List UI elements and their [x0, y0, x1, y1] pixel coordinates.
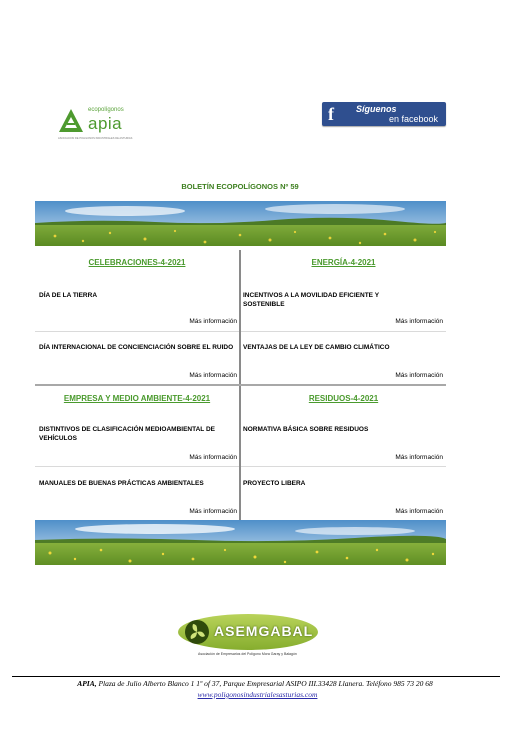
facebook-label-line1: Síguenos [356, 104, 397, 114]
section-divider [35, 384, 446, 386]
heading-energia[interactable]: ENERGÍA-4-2021 [311, 258, 376, 267]
footer-rule [12, 676, 500, 677]
more-info-link[interactable]: Más información [189, 508, 237, 515]
item-title-normativa: NORMATIVA BÁSICA SOBRE RESIDUOS [243, 426, 369, 433]
row-divider [241, 466, 446, 467]
facebook-label-line2: en facebook [389, 114, 439, 124]
item-title-ruido: DÍA INTERNACIONAL DE CONCIENCIACIÓN SOBRE EL RUIDO [39, 344, 234, 351]
row-divider [35, 331, 239, 332]
item-title-movilidad: INCENTIVOS A LA MOVILIDAD EFICIENTE Y SOSTENIBLE [243, 292, 379, 308]
more-info-link[interactable]: Más información [395, 454, 443, 461]
asemgabal-wordmark: ASEMGABAL [214, 623, 314, 639]
apia-triangle-icon [58, 108, 84, 134]
more-info-link[interactable]: Más información [395, 372, 443, 379]
more-info-link[interactable]: Más información [189, 454, 237, 461]
more-info-link[interactable]: Más información [189, 318, 237, 325]
landscape-banner-bottom [35, 520, 446, 565]
news-grid [35, 250, 446, 520]
more-info-link[interactable]: Más información [395, 508, 443, 515]
facebook-follow-button[interactable] [322, 102, 446, 126]
row-divider [241, 331, 446, 332]
more-info-link[interactable]: Más información [395, 318, 443, 325]
asemgabal-tagline: Asociación de Empresarios del Polígono Mora Garay y Balagón [198, 652, 297, 656]
item-title-buenas-practicas: MANUALES DE BUENAS PRÁCTICAS AMBIENTALES [39, 480, 204, 487]
facebook-icon: f [328, 104, 334, 124]
item-title-dia-tierra: DÍA DE LA TIERRA [39, 292, 98, 299]
heading-empresa-medio-ambiente[interactable]: EMPRESA Y MEDIO AMBIENTE-4-2021 [63, 394, 211, 403]
landscape-banner-top [35, 201, 446, 246]
apia-tagline: ASOCIACIÓN DE POLÍGONOS INDUSTRIALES DE ASTURIAS [58, 137, 133, 140]
bulletin-title: BOLETÍN ECOPOLÍGONOS Nº 59 [181, 182, 299, 191]
apia-subtitle: ecopolígonos [88, 107, 124, 113]
item-title-cambio-climatico: VENTAJAS DE LA LEY DE CAMBIO CLIMÁTICO [243, 344, 390, 351]
footer-address-text: Plaza de Julio Alberto Blanco 1 1º of 37, Parque Empresarial ASIPO III.33428 Llanera. Teléfono 985 73 20 68 [96, 679, 433, 688]
apia-wordmark: apia [88, 114, 123, 133]
item-title-proyecto-libera: PROYECTO LIBERA [243, 480, 306, 487]
footer-website-link[interactable]: www.poligonosindustrialesasturias.com [197, 690, 318, 699]
more-info-link[interactable]: Más información [189, 372, 237, 379]
heading-celebraciones[interactable]: CELEBRACIONES-4-2021 [88, 258, 186, 267]
footer-address [0, 679, 510, 688]
triskelion-icon [182, 618, 212, 646]
row-divider [35, 466, 239, 467]
heading-residuos[interactable]: RESIDUOS-4-2021 [308, 394, 379, 403]
item-title-distintivos: DISTINTIVOS DE CLASIFICACIÓN MEDIOAMBIENTAL DE VEHÍCULOS [39, 426, 215, 442]
asemgabal-logo [178, 612, 318, 662]
footer-org: APIA, [77, 679, 97, 688]
apia-logo [58, 104, 138, 140]
